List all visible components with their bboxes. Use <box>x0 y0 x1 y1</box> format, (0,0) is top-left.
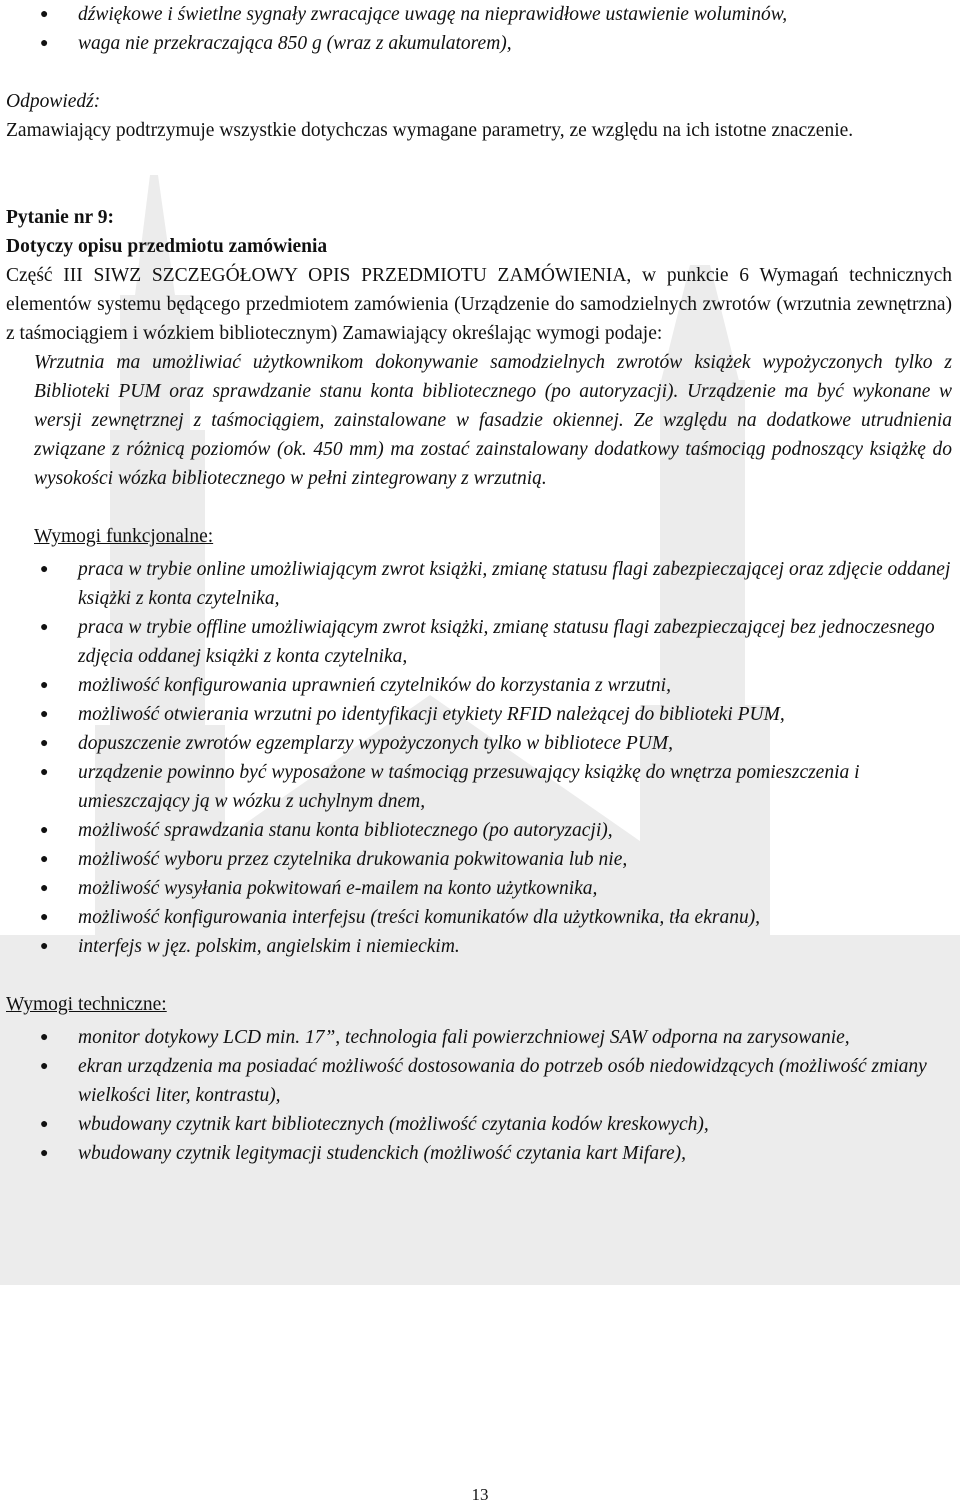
bullet-icon: ● <box>40 1059 49 1074</box>
list-item <box>6 700 952 729</box>
list-item-text: możliwość wysyłania pokwitowań e-mailem na konto użytkownika, <box>78 878 598 899</box>
list-item-text: praca w trybie offline umożliwiającym zwrot książki, zmianę statusu flagi zabezpieczającej bez jednoczesnego zdjęcia oddanej książki z konta czytelnika, <box>78 617 935 667</box>
list-item <box>6 1110 952 1139</box>
question-subheading: Dotyczy opisu przedmiotu zamówienia <box>6 236 328 257</box>
requirement-quote: Wrzutnia ma umożliwiać użytkownikom dokonywanie samodzielnych zwrotów książek wypożyczonych tylko z Biblioteki PUM oraz sprawdzanie stanu konta bibliotecznego (po autoryzacji). Urządzenie ma być wykonane w wersji zewnętrznej z taśmociągiem, zainstalowane w fasadzie okiennej. Ze względu na dodatkowe utrudnienia związane z różnicą poziomów (ok. 450 mm) ma zostać zainstalowany dodatkowy taśmociąg podnoszący książkę do wysokości wózka bibliotecznego w pełni zintegrowany z wrzutnią. <box>34 352 952 489</box>
list-item <box>6 729 952 758</box>
bullet-icon: ● <box>40 881 49 896</box>
page-number: 13 <box>471 1485 489 1504</box>
list-item-text: interfejs w jęz. polskim, angielskim i niemieckim. <box>78 936 460 957</box>
functional-requirements-label: Wymogi funkcjonalne: <box>34 526 214 547</box>
top-bullet-list <box>6 0 952 58</box>
question-heading: Pytanie nr 9: <box>6 207 114 228</box>
list-item <box>6 845 952 874</box>
bullet-icon: ● <box>40 1146 49 1161</box>
list-item-text: urządzenie powinno być wyposażone w taśmociąg przesuwający książkę do wnętrza pomieszczenia i umieszczający ją w wózku z uchylnym dnem, <box>78 762 860 812</box>
list-item-text: wbudowany czytnik kart bibliotecznych (możliwość czytania kodów kreskowych), <box>78 1114 709 1135</box>
list-item <box>6 816 952 845</box>
bullet-icon: ● <box>40 707 49 722</box>
list-item <box>6 903 952 932</box>
list-item-text: ekran urządzenia ma posiadać możliwość dostosowania do potrzeb osób niedowidzących (możliwość zmiany wielkości liter, kontrastu), <box>78 1056 927 1106</box>
list-item-text: możliwość konfigurowania uprawnień czytelników do korzystania z wrzutni, <box>78 675 671 696</box>
bullet-icon: ● <box>40 1117 49 1132</box>
bullet-icon: ● <box>40 1030 49 1045</box>
bullet-icon: ● <box>40 7 49 22</box>
bullet-icon: ● <box>40 620 49 635</box>
list-item <box>6 0 952 29</box>
list-item <box>6 613 952 671</box>
list-item <box>6 555 952 613</box>
answer-text: Zamawiający podtrzymuje wszystkie dotychczas wymagane parametry, ze względu na ich istotne znaczenie. <box>6 120 854 141</box>
list-item <box>6 1023 952 1052</box>
list-item-text: praca w trybie online umożliwiającym zwrot książki, zmianę statusu flagi zabezpieczającej oraz zdjęcie oddanej książki z konta czytelnika, <box>78 559 951 609</box>
question-paragraph: Część III SIWZ SZCZEGÓŁOWY OPIS PRZEDMIOTU ZAMÓWIENIA, w punkcie 6 Wymagań technicznych elementów systemu będącego przedmiotem zamówienia (Urządzenie do samodzielnych zwrotów (wrzutnia zewnętrzna) z taśmociągiem i wózkiem bibliotecznym) Zamawiający określając wymogi podaje: <box>6 265 952 344</box>
list-item-text: dźwiękowe i świetlne sygnały zwracające uwagę na nieprawidłowe ustawienie woluminów, <box>78 4 788 25</box>
list-item <box>6 874 952 903</box>
bullet-icon: ● <box>40 910 49 925</box>
list-item-text: możliwość konfigurowania interfejsu (treści komunikatów dla użytkownika, tła ekranu), <box>78 907 761 928</box>
bullet-icon: ● <box>40 678 49 693</box>
bullet-icon: ● <box>40 939 49 954</box>
list-item-text: wbudowany czytnik legitymacji studenckich (możliwość czytania kart Mifare), <box>78 1143 686 1164</box>
list-item-text: waga nie przekraczająca 850 g (wraz z akumulatorem), <box>78 33 512 54</box>
bullet-icon: ● <box>40 852 49 867</box>
list-item <box>6 932 952 961</box>
list-item-text: możliwość wyboru przez czytelnika drukowania pokwitowania lub nie, <box>78 849 628 870</box>
list-item <box>6 671 952 700</box>
bullet-icon: ● <box>40 562 49 577</box>
answer-label: Odpowiedź: <box>6 91 101 112</box>
list-item <box>6 1139 952 1168</box>
bullet-icon: ● <box>40 36 49 51</box>
list-item <box>6 758 952 816</box>
bullet-icon: ● <box>40 823 49 838</box>
functional-requirements-list <box>6 555 952 961</box>
list-item-text: możliwość sprawdzania stanu konta bibliotecznego (po autoryzacji), <box>78 820 613 841</box>
technical-requirements-label: Wymogi techniczne: <box>6 994 167 1015</box>
list-item <box>6 29 952 58</box>
list-item <box>6 1052 952 1110</box>
technical-requirements-list <box>6 1023 952 1168</box>
bullet-icon: ● <box>40 736 49 751</box>
bullet-icon: ● <box>40 765 49 780</box>
list-item-text: możliwość otwierania wrzutni po identyfikacji etykiety RFID należącej do biblioteki PUM, <box>78 704 785 725</box>
list-item-text: dopuszczenie zwrotów egzemplarzy wypożyczonych tylko w bibliotece PUM, <box>78 733 673 754</box>
list-item-text: monitor dotykowy LCD min. 17”, technologia fali powierzchniowej SAW odporna na zarysowanie, <box>78 1027 850 1048</box>
